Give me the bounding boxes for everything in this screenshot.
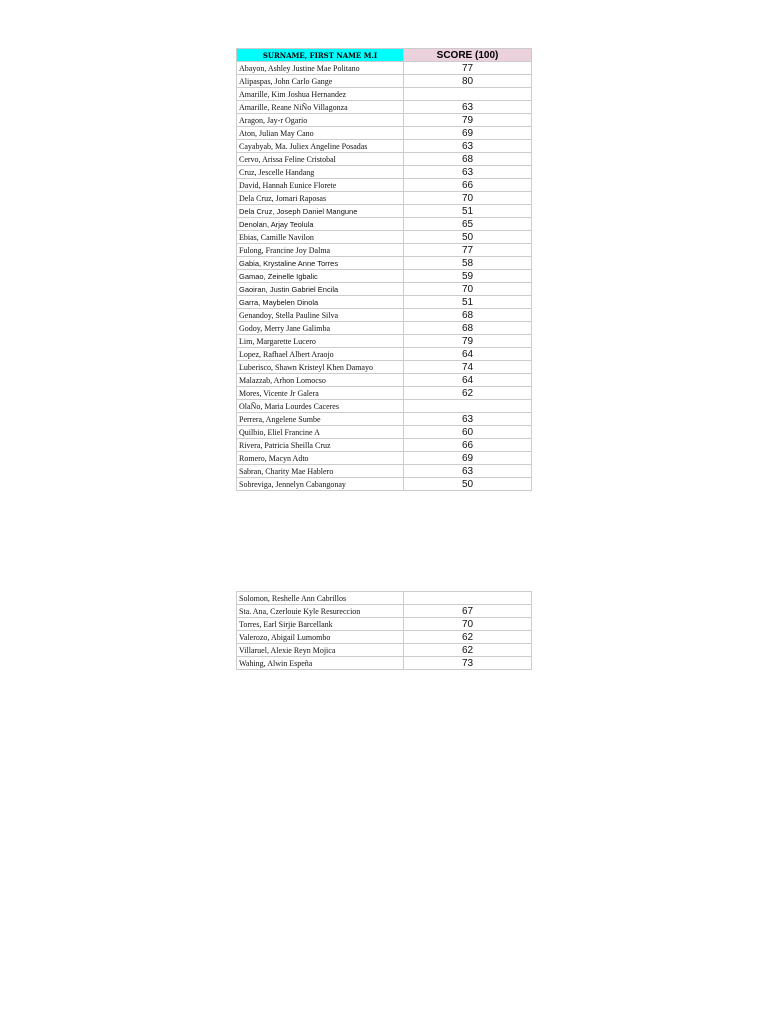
student-name-cell[interactable]: Perrera, Angelene Sumbe: [237, 413, 404, 426]
table-row: [237, 374, 532, 387]
student-name-cell[interactable]: Amarille, Kim Joshua Hernandez: [237, 88, 404, 101]
score-cell[interactable]: 64: [404, 374, 532, 387]
score-cell[interactable]: 62: [404, 387, 532, 400]
score-cell[interactable]: 68: [404, 322, 532, 335]
score-cell[interactable]: 62: [404, 644, 532, 657]
student-name-cell[interactable]: Cruz, Jescelle Handang: [237, 166, 404, 179]
score-cell[interactable]: 77: [404, 62, 532, 75]
table-row: [237, 605, 532, 618]
score-cell[interactable]: 69: [404, 452, 532, 465]
table-row: [237, 127, 532, 140]
student-name-cell[interactable]: Gamao, Zeinelle Igbalic: [237, 270, 404, 283]
score-table-bottom-body: [237, 592, 532, 670]
score-cell[interactable]: 77: [404, 244, 532, 257]
table-row: [237, 439, 532, 452]
table-row: [237, 335, 532, 348]
student-name-cell[interactable]: Dela Cruz, Joseph Daniel Mangune: [237, 205, 404, 218]
table-row: [237, 231, 532, 244]
score-cell[interactable]: 60: [404, 426, 532, 439]
score-cell[interactable]: [404, 592, 532, 605]
score-cell[interactable]: 50: [404, 231, 532, 244]
student-name-cell[interactable]: Sta. Ana, Czerlouie Kyle Resureccion: [237, 605, 404, 618]
table-row: [237, 283, 532, 296]
table-row: [237, 192, 532, 205]
score-table-top: [236, 48, 532, 491]
score-cell[interactable]: 63: [404, 166, 532, 179]
score-cell[interactable]: 62: [404, 631, 532, 644]
score-cell[interactable]: 66: [404, 179, 532, 192]
student-name-cell[interactable]: Gabia, Krystaline Anne Torres: [237, 257, 404, 270]
score-cell[interactable]: 68: [404, 309, 532, 322]
table-row: [237, 644, 532, 657]
student-name-cell[interactable]: Godoy, Merry Jane Galimba: [237, 322, 404, 335]
score-cell[interactable]: 70: [404, 283, 532, 296]
table-row: [237, 62, 532, 75]
student-name-cell[interactable]: Genandoy, Stella Pauline Silva: [237, 309, 404, 322]
score-cell[interactable]: 63: [404, 413, 532, 426]
student-name-cell[interactable]: Romero, Macyn Adto: [237, 452, 404, 465]
score-cell[interactable]: 63: [404, 101, 532, 114]
table-row: [237, 114, 532, 127]
score-cell[interactable]: [404, 400, 532, 413]
student-name-cell[interactable]: Wahing, Alwin Espeña: [237, 657, 404, 670]
table-row: [237, 296, 532, 309]
table-row: [237, 75, 532, 88]
table-row: [237, 465, 532, 478]
score-cell[interactable]: 67: [404, 605, 532, 618]
student-name-cell[interactable]: Aton, Julian May Cano: [237, 127, 404, 140]
table-row: [237, 361, 532, 374]
table-row: [237, 657, 532, 670]
score-cell[interactable]: 63: [404, 465, 532, 478]
score-cell[interactable]: 51: [404, 296, 532, 309]
student-name-cell[interactable]: Cayabyab, Ma. Juliex Angeline Posadas: [237, 140, 404, 153]
student-name-cell[interactable]: Ebias, Camille Navilon: [237, 231, 404, 244]
score-cell[interactable]: 59: [404, 270, 532, 283]
student-name-cell[interactable]: Cervo, Arissa Feline Cristobal: [237, 153, 404, 166]
student-name-cell[interactable]: Dela Cruz, Jomari Raposas: [237, 192, 404, 205]
table-row: [237, 140, 532, 153]
score-cell[interactable]: 69: [404, 127, 532, 140]
table-row: [237, 88, 532, 101]
table-row: [237, 257, 532, 270]
student-name-cell[interactable]: Lim, Margarette Lucero: [237, 335, 404, 348]
score-cell[interactable]: [404, 88, 532, 101]
student-name-cell[interactable]: Denolan, Arjay Teolula: [237, 218, 404, 231]
table-row: [237, 452, 532, 465]
student-name-cell[interactable]: Luberisco, Shawn Kristeyl Khen Damayo: [237, 361, 404, 374]
student-name-cell[interactable]: David, Hannah Eunice Florete: [237, 179, 404, 192]
score-cell[interactable]: 70: [404, 618, 532, 631]
table-row: [237, 322, 532, 335]
score-column-header[interactable]: SCORE (100): [404, 49, 532, 62]
score-cell[interactable]: 50: [404, 478, 532, 491]
name-column-header[interactable]: SURNAME, FIRST NAME M.I: [237, 49, 404, 62]
table-row: [237, 166, 532, 179]
student-name-cell[interactable]: Villaruel, Alexie Reyn Mojica: [237, 644, 404, 657]
student-name-cell[interactable]: Mores, Vicente Jr Galera: [237, 387, 404, 400]
student-name-cell[interactable]: Quilbio, Eliel Francine A: [237, 426, 404, 439]
student-name-cell[interactable]: Solomon, Reshelle Ann Cabrillos: [237, 592, 404, 605]
student-name-cell[interactable]: OlaÑo, Maria Lourdes Caceres: [237, 400, 404, 413]
student-name-cell[interactable]: Alipaspas, John Carlo Gange: [237, 75, 404, 88]
table-row: [237, 400, 532, 413]
score-cell[interactable]: 58: [404, 257, 532, 270]
score-cell[interactable]: 70: [404, 192, 532, 205]
score-cell[interactable]: 66: [404, 439, 532, 452]
score-cell[interactable]: 63: [404, 140, 532, 153]
score-table-top-body: [237, 62, 532, 491]
score-cell[interactable]: 68: [404, 153, 532, 166]
score-table-bottom: [236, 591, 532, 670]
table-row: [237, 309, 532, 322]
student-name-cell[interactable]: Aragon, Jay-r Ogario: [237, 114, 404, 127]
student-name-cell[interactable]: Fulong, Francine Joy Dalma: [237, 244, 404, 257]
table-row: [237, 592, 532, 605]
student-name-cell[interactable]: Garra, Maybelen Dinola: [237, 296, 404, 309]
table-row: [237, 618, 532, 631]
table-row: [237, 218, 532, 231]
score-cell[interactable]: 74: [404, 361, 532, 374]
student-name-cell[interactable]: Gaoiran, Justin Gabriel Encila: [237, 283, 404, 296]
table-row: [237, 270, 532, 283]
table-row: [237, 413, 532, 426]
student-name-cell[interactable]: Valerozo, Abigail Lumombo: [237, 631, 404, 644]
student-name-cell[interactable]: Torres, Earl Sirjie Barcellank: [237, 618, 404, 631]
student-name-cell[interactable]: Rivera, Patricia Sheilla Cruz: [237, 439, 404, 452]
score-cell[interactable]: 80: [404, 75, 532, 88]
table-row: [237, 101, 532, 114]
table-row: [237, 348, 532, 361]
table-row: [237, 387, 532, 400]
student-name-cell[interactable]: Lopez, Rafhael Albert Araojo: [237, 348, 404, 361]
student-name-cell[interactable]: Sabran, Charity Mae Hablero: [237, 465, 404, 478]
table-row: [237, 426, 532, 439]
score-cell[interactable]: 73: [404, 657, 532, 670]
student-name-cell[interactable]: Malazzab, Arhon Lomocso: [237, 374, 404, 387]
table-row: [237, 153, 532, 166]
student-name-cell[interactable]: Sobreviga, Jennelyn Cabangonay: [237, 478, 404, 491]
header-row: [237, 49, 532, 62]
score-cell[interactable]: 79: [404, 335, 532, 348]
table-row: [237, 631, 532, 644]
table-row: [237, 244, 532, 257]
score-cell[interactable]: 65: [404, 218, 532, 231]
score-cell[interactable]: 64: [404, 348, 532, 361]
table-row: [237, 205, 532, 218]
score-cell[interactable]: 51: [404, 205, 532, 218]
student-name-cell[interactable]: Amarille, Reane NiÑo Villagonza: [237, 101, 404, 114]
table-row: [237, 179, 532, 192]
score-cell[interactable]: 79: [404, 114, 532, 127]
student-name-cell[interactable]: Abayon, Ashley Justine Mae Politano: [237, 62, 404, 75]
table-row: [237, 478, 532, 491]
